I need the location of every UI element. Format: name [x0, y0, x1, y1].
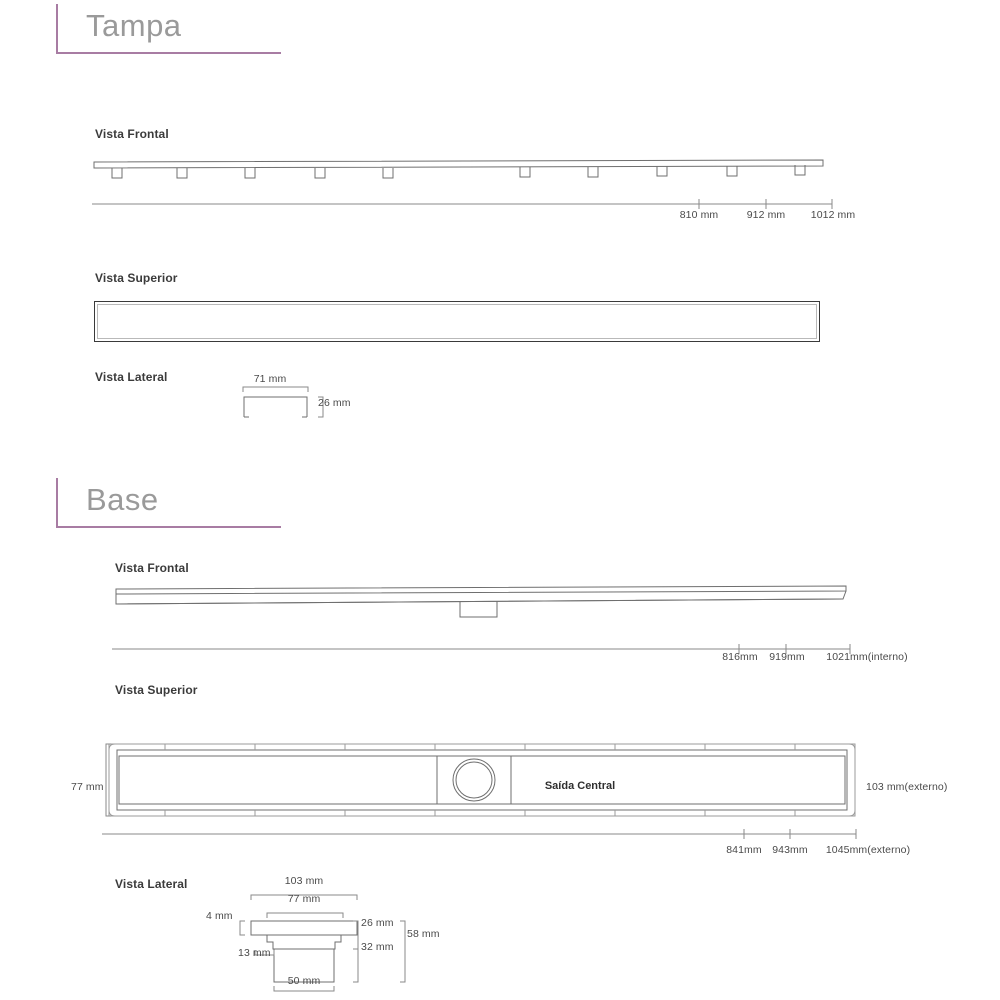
section-title-base: Base — [86, 482, 159, 517]
section-title-tampa: Tampa — [86, 8, 182, 43]
dimension-base-lateral-32: 32 mm — [361, 941, 394, 953]
dimension-base-lateral-77: 77 mm — [287, 893, 321, 905]
dimension-base-lateral-13: 13 mm — [238, 947, 271, 959]
tampa-superior-inner-outline — [97, 304, 817, 339]
section-header-base — [56, 478, 281, 528]
dimension-base-lateral-50: 50 mm — [287, 975, 321, 987]
base-superior-left-dimension-bracket — [104, 740, 116, 820]
section-header-tampa — [56, 4, 281, 54]
dimension-base-frontal-919: 919mm — [769, 651, 805, 663]
tampa-lateral-drawing — [235, 378, 375, 426]
dimension-base-lateral-26: 26 mm — [361, 917, 394, 929]
base-frontal-drawing — [110, 582, 852, 632]
dimension-base-frontal-816: 816mm — [722, 651, 758, 663]
outlet-label-saida-central: Saída Central — [544, 780, 616, 792]
view-title-base-frontal: Vista Frontal — [115, 561, 189, 575]
base-superior-drawing — [105, 740, 865, 820]
dimension-base-lateral-103: 103 mm — [284, 875, 324, 887]
tampa-frontal-drawing — [90, 150, 830, 190]
dimension-base-superior-103-externo: 103 mm(externo) — [866, 781, 948, 793]
dimension-base-superior-77: 77 mm — [71, 781, 104, 793]
dimension-base-superior-1045: 1045mm(externo) — [825, 844, 911, 856]
dimension-base-lateral-58: 58 mm — [407, 928, 440, 940]
view-title-base-superior: Vista Superior — [115, 683, 198, 697]
dimension-tampa-frontal-912: 912 mm — [746, 209, 786, 221]
base-superior-dimension-line — [100, 826, 860, 842]
dimension-base-lateral-4: 4 mm — [206, 910, 233, 922]
dimension-tampa-lateral-26: 26 mm — [318, 397, 351, 409]
dimension-base-frontal-1021: 1021mm(interno) — [826, 651, 908, 663]
view-title-tampa-lateral: Vista Lateral — [95, 370, 168, 384]
dimension-tampa-frontal-810: 810 mm — [679, 209, 719, 221]
dimension-base-superior-943: 943mm — [772, 844, 808, 856]
view-title-tampa-frontal: Vista Frontal — [95, 127, 169, 141]
view-title-base-lateral: Vista Lateral — [115, 877, 188, 891]
dimension-base-superior-841: 841mm — [726, 844, 762, 856]
dimension-tampa-frontal-1012: 1012 mm — [810, 209, 856, 221]
dimension-tampa-lateral-71: 71 mm — [253, 373, 287, 385]
tampa-frontal-dimension-line — [90, 196, 836, 212]
view-title-tampa-superior: Vista Superior — [95, 271, 178, 285]
